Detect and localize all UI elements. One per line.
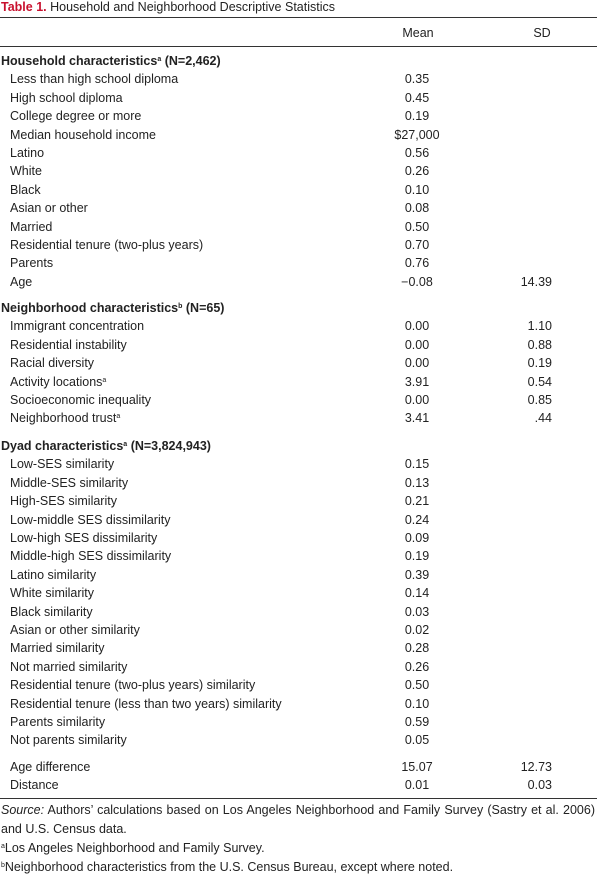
table-row	[0, 676, 597, 694]
source-note: Source: Authors’ calculations based on Los Angeles Neighborhood and Family Survey (Sastry et al. 2006) and U.S. Census data.	[1, 803, 595, 836]
row-label-text: Activity locations	[10, 374, 103, 389]
mean-value: 0.03	[404, 604, 430, 619]
row-label	[10, 107, 141, 125]
table-row	[0, 409, 597, 427]
row-label-text: Low-middle SES dissimilarity	[10, 512, 171, 527]
mean-value: 0.26	[404, 164, 430, 179]
row-label-text: Latino similarity	[10, 567, 97, 582]
row-label-text: Age difference	[10, 760, 91, 774]
row-label	[10, 89, 123, 107]
mean-value: 0.13	[404, 475, 430, 490]
table-row	[0, 218, 597, 236]
mean-value: 0.14	[404, 586, 430, 601]
row-label	[10, 776, 59, 794]
table-row	[0, 144, 597, 162]
mean-value: 0.19	[404, 109, 430, 124]
row-label	[10, 391, 151, 409]
table-row	[0, 273, 597, 291]
section-count: (N=3,824,943)	[130, 439, 211, 453]
row-label-text: Black	[10, 182, 41, 197]
row-label-text: Socioeconomic inequality	[10, 393, 152, 407]
footnote-mark: a	[102, 376, 107, 384]
section-title	[1, 52, 221, 70]
row-label-text: Racial diversity	[10, 356, 95, 371]
footnote-b: $^b$Neighborhood characteristics from the U.S. Census Bureau, except where noted.	[1, 860, 454, 874]
section-footnote-mark: b	[178, 303, 183, 310]
table-row	[0, 181, 597, 199]
row-label-text: College degree or more	[10, 109, 142, 124]
row-label-text: Less than high school diploma	[10, 72, 179, 87]
mean-value: 0.15	[404, 457, 430, 472]
section-count: (N=65)	[185, 301, 225, 315]
section-title-text: Dyad characteristics	[1, 439, 124, 453]
mean-value: 0.45	[404, 90, 430, 105]
row-label-text: Not parents similarity	[10, 733, 127, 748]
mean-value: 0.00	[404, 356, 430, 371]
table-row	[0, 492, 597, 510]
row-label	[10, 584, 94, 602]
table-row	[0, 391, 597, 409]
section-footnote-mark: a	[123, 441, 128, 448]
row-label	[10, 474, 128, 492]
table-row	[0, 317, 597, 335]
table-row	[0, 199, 597, 217]
row-label	[10, 373, 106, 391]
table-title: Household and Neighborhood Descriptive Statistics	[50, 0, 335, 14]
row-label	[10, 455, 114, 473]
row-label-text: Age	[10, 274, 33, 289]
row-label-text: Latino	[10, 146, 45, 160]
table-row	[0, 254, 597, 272]
table-row	[0, 529, 597, 547]
mean-column-header: Mean	[402, 26, 434, 40]
mean-value: 0.21	[404, 494, 430, 509]
mean-value: 0.35	[404, 72, 430, 87]
mean-value: 0.76	[404, 256, 430, 271]
row-label	[10, 218, 52, 236]
mean-value: 3.41	[404, 411, 430, 426]
row-label	[10, 254, 53, 272]
footnote-a: $^a$Los Angeles Neighborhood and Family Survey.	[1, 841, 265, 855]
mean-value: 0.56	[404, 146, 430, 160]
sd-value: 12.73	[520, 760, 552, 774]
row-label	[10, 603, 93, 621]
table-row	[0, 336, 597, 354]
row-label-text: Middle-high SES dissimilarity	[10, 549, 172, 564]
table-row	[0, 621, 597, 639]
table-row	[0, 639, 597, 657]
section-header-row	[0, 437, 597, 455]
row-label	[10, 639, 104, 657]
mean-value: 0.01	[404, 778, 430, 793]
row-label-text: Distance	[10, 778, 59, 793]
table-row	[0, 547, 597, 565]
table-row	[0, 89, 597, 107]
row-label	[10, 409, 120, 427]
section-title-text: Household characteristics	[1, 54, 158, 68]
mean-value: 0.05	[404, 733, 430, 748]
table-row	[0, 107, 597, 125]
table-row	[0, 584, 597, 602]
sd-value: 0.03	[527, 778, 552, 793]
mean-value: 0.39	[404, 567, 430, 582]
mean-value: 15.07	[401, 760, 433, 774]
table-row	[0, 603, 597, 621]
sd-value: 14.39	[520, 274, 552, 289]
row-label	[10, 199, 88, 217]
row-label-text: White	[10, 164, 42, 179]
header-rule	[0, 46, 597, 47]
mean-value: 0.09	[404, 531, 430, 545]
row-label-text: Married	[10, 219, 53, 234]
row-label-text: White similarity	[10, 586, 95, 601]
section-count: (N=2,462)	[164, 54, 221, 68]
section-title	[1, 437, 211, 455]
row-label	[10, 529, 157, 547]
column-header-row	[0, 24, 597, 42]
sd-value: 0.54	[527, 374, 552, 389]
table-row	[0, 695, 597, 713]
row-label	[10, 144, 44, 162]
mean-value: 0.50	[404, 219, 430, 234]
mean-value: 0.70	[404, 238, 430, 252]
row-label	[10, 731, 127, 749]
sd-value: 1.10	[527, 319, 552, 334]
row-label-text: Median household income	[10, 127, 156, 142]
row-label	[10, 713, 105, 731]
mean-value: 0.26	[404, 659, 430, 674]
row-label-text: Middle-SES similarity	[10, 475, 129, 490]
row-label-text: High school diploma	[10, 90, 123, 105]
table-row	[0, 373, 597, 391]
table-row	[0, 658, 597, 676]
row-label-text: Immigrant concentration	[10, 319, 145, 334]
mean-value: 0.50	[404, 678, 430, 693]
row-label	[10, 273, 32, 291]
mean-value: 0.02	[404, 623, 430, 637]
mean-value: 0.19	[404, 549, 430, 564]
table-row	[0, 236, 597, 254]
row-label	[10, 70, 178, 88]
mean-value: 0.08	[404, 201, 430, 216]
mean-value: 0.24	[404, 512, 430, 527]
mean-value: 0.10	[404, 182, 430, 197]
row-label	[10, 566, 96, 584]
row-label-text: Neighborhood trust	[10, 411, 117, 426]
top-rule	[0, 17, 597, 18]
row-label-text: Residential tenure (less than two years) similarity	[10, 696, 282, 711]
row-label	[10, 621, 140, 639]
sd-value: .44	[534, 411, 552, 426]
row-label-text: High-SES similarity	[10, 494, 117, 509]
section-title	[1, 299, 224, 317]
mean-value: 0.10	[404, 696, 430, 711]
table-row	[0, 511, 597, 529]
row-label-text: Parents	[10, 256, 54, 271]
table-row	[0, 162, 597, 180]
section-footnote-mark: a	[157, 56, 162, 63]
row-label	[10, 126, 156, 144]
mean-value: 3.91	[404, 374, 430, 389]
row-label-text: Residential tenure (two-plus years)	[10, 238, 204, 252]
row-label	[10, 547, 171, 565]
row-label-text: Low-SES similarity	[10, 457, 115, 472]
table-notes	[1, 801, 595, 877]
mean-value: −0.08	[401, 274, 433, 289]
row-label-text: Not married similarity	[10, 659, 128, 674]
table-row	[0, 455, 597, 473]
section-title-text: Neighborhood characteristics	[1, 301, 179, 315]
row-label-text: Asian or other	[10, 201, 88, 216]
row-label	[10, 162, 42, 180]
table-caption	[1, 0, 335, 15]
mean-value: 0.00	[404, 337, 430, 352]
table-row	[0, 731, 597, 749]
table-row	[0, 776, 597, 794]
row-label	[10, 181, 41, 199]
row-label-text: Residential tenure (two-plus years) similarity	[10, 678, 256, 693]
sd-value: 0.85	[527, 393, 552, 407]
row-label	[10, 511, 170, 529]
mean-value: 0.28	[404, 641, 430, 656]
table-row	[0, 566, 597, 584]
table-row	[0, 354, 597, 372]
mean-value: 0.59	[404, 715, 430, 729]
row-label	[10, 354, 94, 372]
row-label	[10, 336, 127, 354]
mean-value: $27,000	[394, 127, 440, 142]
row-label-text: Married similarity	[10, 641, 105, 656]
mean-value: 0.00	[404, 393, 430, 407]
table-number: Table 1.	[1, 0, 47, 14]
row-label	[10, 236, 203, 254]
row-label	[10, 758, 90, 776]
row-label	[10, 676, 255, 694]
sd-column-header: SD	[533, 26, 551, 40]
table-row	[0, 70, 597, 88]
row-label	[10, 695, 282, 713]
sd-value: 0.19	[527, 356, 552, 371]
row-label	[10, 317, 144, 335]
table-row	[0, 126, 597, 144]
table-row	[0, 758, 597, 776]
row-label-text: Low-high SES dissimilarity	[10, 531, 158, 545]
row-label-text: Parents similarity	[10, 715, 106, 729]
row-label-text: Asian or other similarity	[10, 623, 140, 637]
row-label	[10, 492, 117, 510]
section-header-row	[0, 299, 597, 317]
row-label-text: Residential instability	[10, 337, 127, 352]
footnote-mark: a	[116, 413, 121, 421]
row-label-text: Black similarity	[10, 604, 93, 619]
table-row	[0, 474, 597, 492]
section-header-row	[0, 52, 597, 70]
mean-value: 0.00	[404, 319, 430, 334]
table-row	[0, 713, 597, 731]
bottom-rule	[0, 798, 597, 799]
row-label	[10, 658, 127, 676]
sd-value: 0.88	[527, 337, 552, 352]
